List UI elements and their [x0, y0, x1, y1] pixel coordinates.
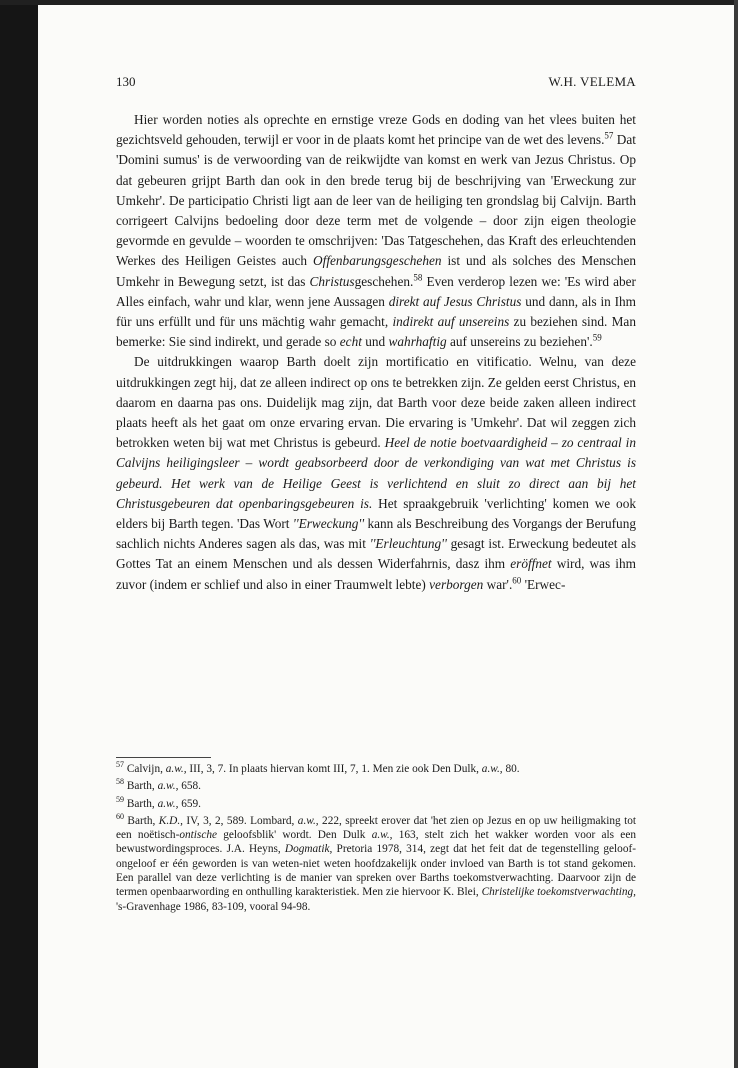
italic-run: a.w., — [481, 763, 503, 775]
text-run: geschehen. — [354, 273, 414, 289]
text-run: 659. — [178, 797, 201, 810]
italic-run: a.w., — [297, 814, 319, 827]
italic-run: eröffnet — [510, 556, 552, 572]
italic-run: Offenbarungsgeschehen — [313, 253, 442, 269]
text-run: Barth, — [124, 780, 158, 793]
italic-run: a.w., — [371, 829, 393, 842]
text-run: auf unsereins zu beziehen'. — [446, 334, 593, 350]
italic-run: a.w., — [157, 797, 179, 810]
italic-run: verborgen — [429, 576, 484, 592]
footnote-number: 58 — [116, 777, 124, 787]
scan-border-right — [734, 0, 738, 1068]
text-run: Calvijn, — [124, 763, 166, 775]
text-run: Barth, — [124, 797, 158, 810]
text-run: ist und als solches des Menschen Umkehr in Bewegung setzt, ist das — [116, 253, 636, 289]
footnote-ref-57[interactable]: 57 — [604, 130, 614, 141]
italic-run: wahrhaftig — [388, 334, 447, 350]
text-run: De uitdrukkingen waarop Barth doelt zijn mortificatio en vitificatio. Welnu, van deze uitdrukkingen zegt hij, dat ze alleen indirect op ons te betrekken zijn. Ze gelden eerst Christus, en daarom en daarna pas ons. Duidelijk mag zijn, dat Barth voor deze beide zaken alleen indirect plaats heeft als het gaat om onze ervaring ervan. Die ervaring is 'Umkehr'. Dat wil zeggen zich betrokken weten bij wat met Christus is gebeurd. — [116, 354, 636, 451]
footnotes — [116, 762, 636, 917]
text-run: 163, stelt zich het wakker worden voor als een bewustwordingsproces. J.A. Heyns, — [116, 829, 636, 856]
text-run: IV, 3, 2, 589. Lombard, — [182, 814, 298, 827]
text-run: war'. — [483, 576, 513, 592]
footnote-divider — [116, 757, 211, 758]
text-run: Hier worden noties als oprechte en ernstige vreze Gods en doding van het vlees buiten het gezichtsveld gehouden, terwijl er voor in de plaats komt het principe van de wet des levens. — [116, 112, 636, 148]
italic-run: Christelijke toekomstverwachting, — [481, 886, 636, 899]
paragraph-2 — [116, 352, 636, 594]
italic-run: a.w., — [165, 763, 187, 775]
text-run: 's-Gravenhage 1986, 83-109, vooral 94-98. — [116, 900, 311, 913]
text-run: 'Erwec- — [521, 576, 566, 592]
italic-run: K.D., — [158, 814, 183, 827]
scan-border-left — [0, 0, 38, 1068]
text-run: Dat 'Domini sumus' is de verwoording van de reikwijdte van komst en werk van Jezus Christus. Op dat gebeuren grijpt Barth dan ook in den brede terug bij de beschrijving van 'Erweckung zur Umkehr'. De participatio Christi ligt aan de leer van de heiliging ten grondslag bij Calvijn. Barth corrigeert Calvijns bedoeling door deze term met de volgende – door zijn eigen theologie gevormde en gevulde – woorden te omschrijven: 'Das Tatgeschehen, das Kraft des erleuchtenden Werkes des Heiligen Geistes auch — [116, 132, 636, 269]
footnote-ref-59[interactable]: 59 — [592, 332, 602, 343]
text-run: Pretoria 1978, 314, zegt dat het feit dat de tegenstelling geloof-ongeloof er één geworden is van weten-niet weten hoofdzakelijk onder invloed van Barth is tot stand gekomen. Een parallel van deze verlichting is de manier van spreken over Barths toekomstverwachting. Daarvoor zijn de termen openbaarwording en onthulling karakteristiek. Men zie hiervoor K. Blei, — [116, 843, 636, 899]
text-run: kann als Beschreibung des Vorgangs der Berufung sachlich nichts Anderes sagen als das, was mit — [116, 516, 636, 552]
italic-run: a.w., — [157, 780, 179, 793]
footnote-ref-60[interactable]: 60 — [512, 575, 522, 586]
italic-run: direkt auf Jesus Christus — [388, 293, 522, 309]
text-run: Barth, — [124, 814, 159, 827]
text-run: Het spraakgebruik 'verlichting' komen we ook elders bij Barth tegen. 'Das Wort — [116, 495, 637, 532]
italic-run: Dogmatik, — [284, 843, 333, 856]
text-run: wird, was ihm zuvor (indem er schlief und also in einer Traumwelt lebte) — [116, 556, 636, 592]
body-text — [116, 110, 636, 595]
page-header — [116, 74, 636, 92]
italic-run: ''Erleuchtung'' — [369, 536, 447, 552]
footnote-57 — [116, 762, 636, 776]
text-run: Even verderop lezen we: 'Es wird aber Alles einfach, wahr und klar, wenn jene Aussagen — [116, 273, 636, 309]
text-run: zu beziehen sind. Man bemerke: Sie sind indirekt, und gerade so — [116, 314, 636, 350]
text-run: geloofsblik' wordt. Den Dulk — [217, 829, 372, 842]
footnote-number: 59 — [116, 794, 124, 804]
text-run: gesagt ist. Erweckung bedeutet als Gottes Tat an einem Menschen und als dessen Widerfahrnis, dasz ihm — [116, 536, 637, 572]
text-run: 80. — [502, 763, 520, 775]
italic-run: Christus — [309, 273, 355, 289]
italic-run: echt — [339, 334, 362, 350]
paragraph-1 — [116, 110, 636, 352]
footnote-number: 57 — [116, 760, 124, 770]
text-run: und — [361, 334, 389, 350]
italic-run: ''Erweckung'' — [292, 516, 365, 532]
footnote-59 — [116, 794, 636, 811]
italic-run: ontische — [179, 829, 217, 842]
footnote-number: 60 — [116, 812, 124, 822]
running-head: W.H. VELEMA — [548, 74, 636, 89]
page-number: 130 — [116, 74, 136, 89]
text-run: 658. — [178, 780, 201, 793]
footnote-ref-58[interactable]: 58 — [413, 272, 423, 283]
italic-run: Heel de notie boetvaardigheid – zo centraal in Calvijns heiligingsleer – wordt geabsorbeerd door de verkondiging van wat met Christus is gebeurd. Het werk van de Heilige Geest is verlichtend en sluit zo direct aan bij het Christusgebeuren dat openbaringsgebeuren is. — [116, 435, 636, 511]
text-run: und dann, als in Ihm für uns erfüllt und für uns mächtig wahr gemacht, — [116, 293, 636, 330]
text-run: III, 3, 7. In plaats hiervan komt III, 7, 1. Men zie ook Den Dulk, — [186, 763, 482, 775]
footnote-60 — [116, 814, 636, 914]
text-run: 222, spreekt erover dat 'het zien op Jezus en op uw heiligmaking tot een noëtisch- — [116, 814, 636, 842]
italic-run: indirekt auf unsereins — [392, 314, 510, 330]
footnote-58 — [116, 779, 636, 793]
